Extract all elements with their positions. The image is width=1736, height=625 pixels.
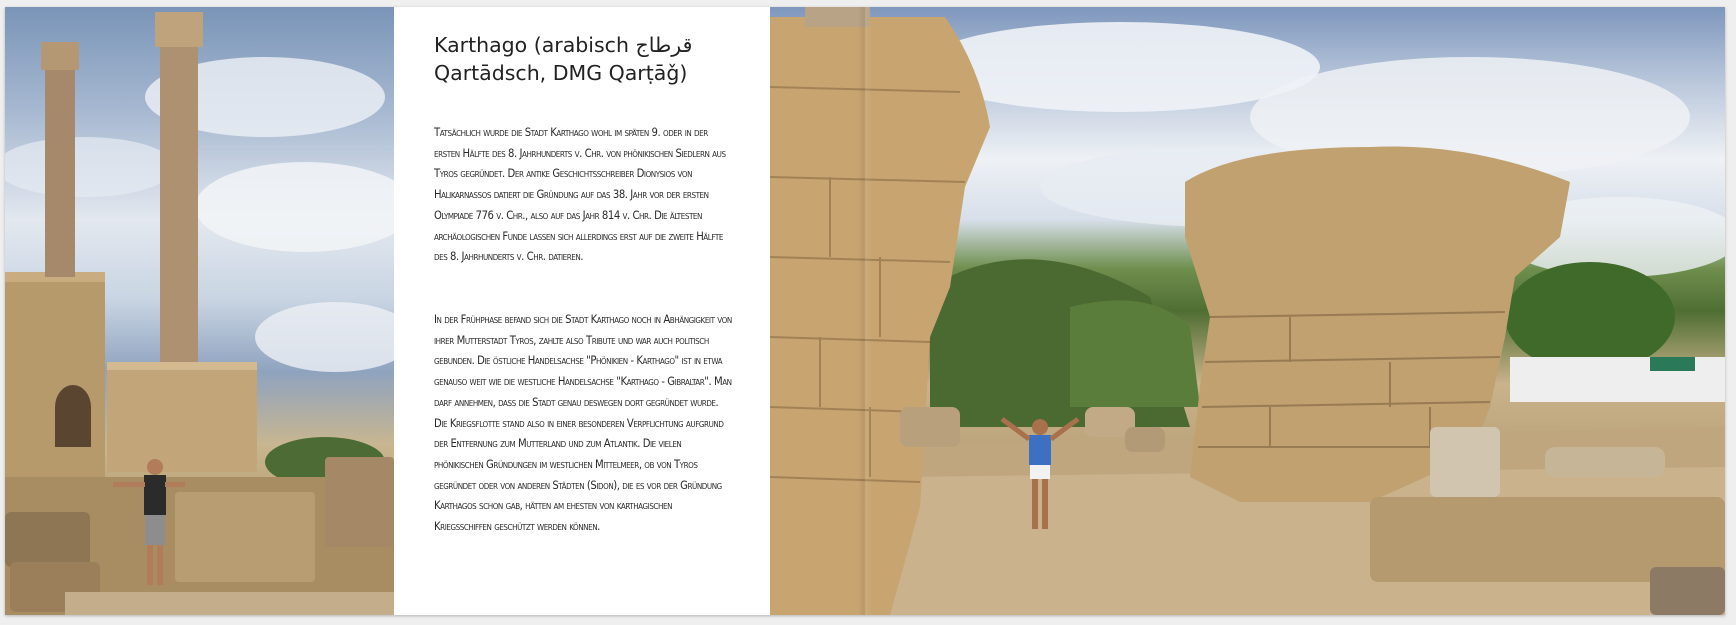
- left-photo-illustration: [5, 7, 394, 615]
- page-title: Karthago (arabisch قرطاج Qartādsch, DMG Qarṭāǧ): [434, 33, 693, 85]
- photo-book-spread: [5, 7, 1725, 615]
- text-page: [394, 7, 770, 615]
- paragraph-1: Tatsächlich wurde die Stadt Karthago wohl im späten 9. oder in der ersten Hälfte des 8. Jahrhunderts v. Chr. von phönikischen Siedlern aus Tyros gegründet. Der antike Geschichtsschreiber Dionysios von Halikarnassos datiert die Gründung auf das 38. Jahr vor der ersten Olympiade 776 v. Chr., also auf das Jahr 814 v. Chr. Die ältesten archäologischen Funde lassen sich allerdings erst auf die zweite Hälfte des 8. Jahrhunderts v. Chr. datieren.: [434, 126, 726, 264]
- book-spine-fold: [858, 7, 872, 615]
- paragraph-2: In der Frühphase befand sich die Stadt Karthago noch in Abhängigkeit von ihrer Mutterstadt Tyros, zahlte also Tribute und war auch politisch gebunden. Die östliche Handelsachse "Phönikien - Karthago" ist in etwa genauso weit wie die westliche Handelsachse "Karthago - Gibraltar". Man darf annehmen, dass die Stadt genau deswegen dort gegründet wurde. Die Kriegsflotte stand also in einer besonderen Verpflichtung aufgrund der Entfernung zum Mutterland und zum Atlantik. Die vielen phönikischen Gründungen im westlichen Mittelmeer, ob von Tyros gegründet oder von anderen Städten (Sidon), die es vor der Gründung Karthagos schon gab, hätten am ehesten von karthagischen Kriegsschiffen geschützt werden können.: [434, 313, 732, 534]
- right-photo: [770, 7, 1725, 615]
- right-photo-illustration: [770, 7, 1725, 615]
- left-photo: [5, 7, 394, 615]
